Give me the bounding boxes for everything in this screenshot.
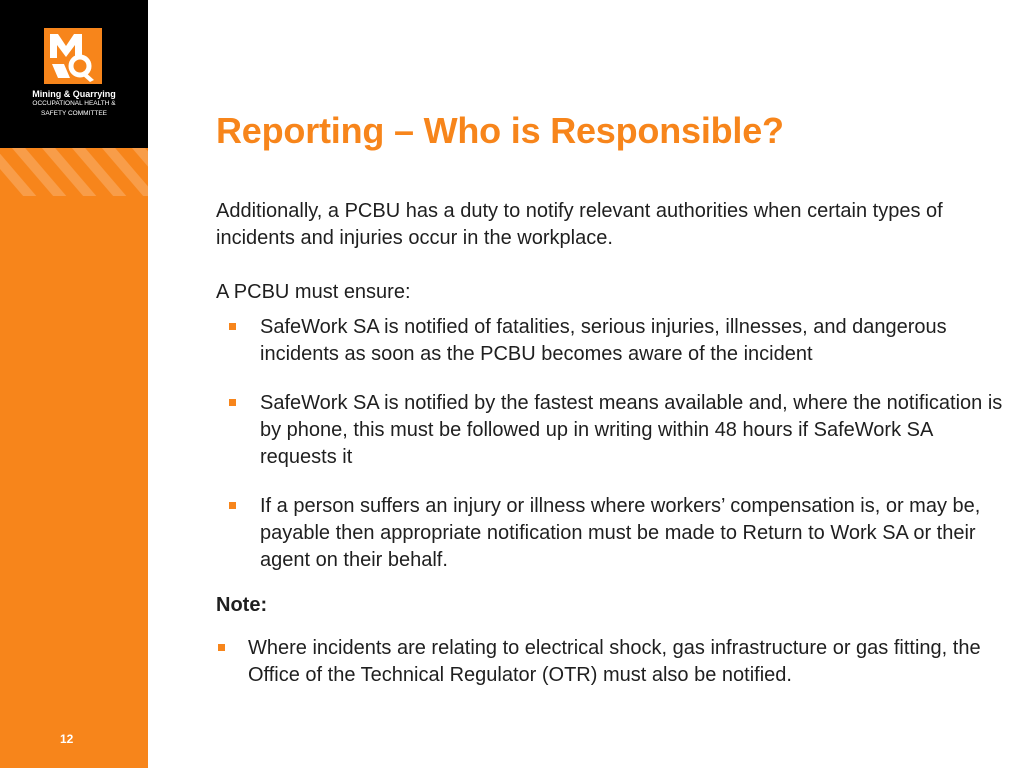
note-list [216,635,1006,689]
list-item: If a person suffers an injury or illness where workers’ compensation is, or may be, payable then appropriate notification must be made to Return to Work SA or their agent on their behalf. [260,493,1006,574]
slide-content [216,198,1006,689]
diagonal-stripes-decoration [0,148,148,196]
logo-line-1: Mining & Quarrying [32,89,116,99]
logo-line-3: SAFETY COMMITTEE [41,110,107,117]
sidebar [0,0,148,768]
page-number: 12 [60,732,74,746]
logo-text [0,89,148,119]
logo-line-2: OCCUPATIONAL HEALTH & [32,100,116,107]
slide-title: Reporting – Who is Responsible? [216,110,784,151]
list-item: SafeWork SA is notified by the fastest means available and, where the notification is by phone, this must be followed up in writing within 48 hours if SafeWork SA requests it [260,390,1006,471]
note-item: Where incidents are relating to electrical shock, gas infrastructure or gas fitting, the Office of the Technical Regulator (OTR) must also be notified. [248,635,1006,689]
lead-text: A PCBU must ensure: [216,281,411,303]
logo-panel [0,0,148,148]
list-item: SafeWork SA is notified of fatalities, serious injuries, illnesses, and dangerous incidents as soon as the PCBU becomes aware of the incident [260,314,1006,368]
requirements-list [216,314,1006,574]
note-label: Note: [216,594,268,616]
mq-logo-icon [44,28,102,84]
intro-paragraph: Additionally, a PCBU has a duty to notify relevant authorities when certain types of incidents and injuries occur in the workplace. [216,200,943,249]
